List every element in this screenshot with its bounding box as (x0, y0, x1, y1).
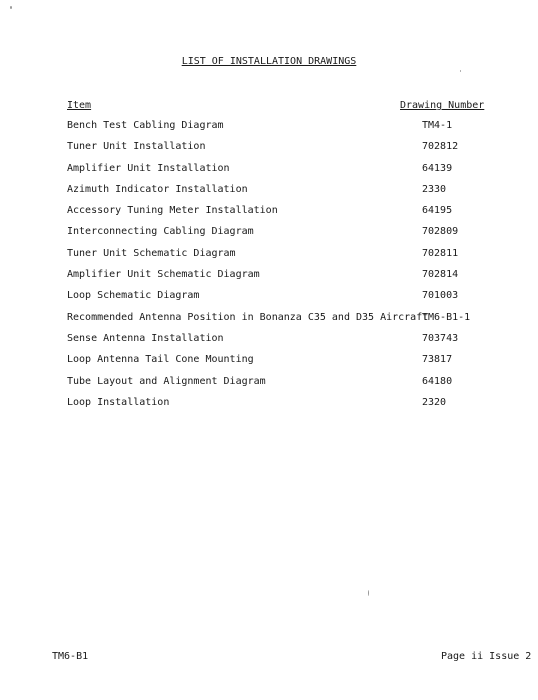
drawing-number: 702811 (422, 247, 459, 259)
column-header-item: Item (67, 100, 92, 111)
drawing-number: 701003 (422, 290, 459, 302)
list-item (0, 205, 538, 226)
item-name: Loop Schematic Diagram (67, 290, 200, 302)
item-name: Loop Installation (67, 396, 170, 408)
list-item (0, 333, 538, 354)
drawing-number: TM4-1 (422, 120, 453, 131)
list-item (0, 248, 538, 269)
item-name: Bench Test Cabling Diagram (67, 120, 224, 131)
drawing-number: 64195 (422, 205, 453, 217)
list-item (0, 397, 538, 418)
list-item (0, 290, 538, 311)
drawing-number: 2330 (422, 183, 447, 195)
item-name: Tuner Unit Installation (67, 141, 206, 153)
footer-document-id: TM6-B1 (52, 651, 89, 662)
drawing-number: 64139 (422, 162, 453, 174)
page-title: LIST OF INSTALLATION DRAWINGS (181, 56, 357, 67)
drawings-list (0, 120, 538, 418)
list-item (0, 184, 538, 205)
list-item (0, 376, 538, 397)
scan-speck (368, 590, 369, 596)
footer-page-number: Page ii Issue 2 (441, 651, 532, 662)
item-name: Tube Layout and Alignment Diagram (67, 375, 266, 387)
item-name: Accessory Tuning Meter Installation (67, 205, 278, 217)
list-item (0, 120, 538, 141)
drawing-number: 702809 (422, 226, 459, 238)
list-item (0, 163, 538, 184)
drawing-number: 2320 (422, 396, 447, 408)
item-name: Sense Antenna Installation (67, 332, 224, 344)
column-header-drawing-number: Drawing Number (400, 100, 485, 111)
drawing-number: 702812 (422, 141, 459, 153)
item-name: Tuner Unit Schematic Diagram (67, 247, 236, 259)
item-name: Amplifier Unit Schematic Diagram (67, 269, 260, 281)
list-item (0, 226, 538, 247)
item-name: Amplifier Unit Installation (67, 162, 230, 174)
drawing-number: 73817 (422, 354, 453, 366)
list-item (0, 354, 538, 375)
item-name: Loop Antenna Tail Cone Mounting (67, 354, 254, 366)
drawing-number: 703743 (422, 332, 459, 344)
scan-speck (10, 6, 12, 9)
list-item (0, 141, 538, 162)
drawing-number: 64180 (422, 375, 453, 387)
drawing-number: TM6-B1-1 (422, 311, 471, 323)
drawing-number: 702814 (422, 269, 459, 281)
item-name: Azimuth Indicator Installation (67, 183, 248, 195)
list-item (0, 312, 538, 333)
scan-speck (460, 70, 461, 72)
list-item (0, 269, 538, 290)
item-name: Recommended Antenna Position in Bonanza C35 and D35 Aircraft (67, 311, 429, 323)
item-name: Interconnecting Cabling Diagram (67, 226, 254, 238)
